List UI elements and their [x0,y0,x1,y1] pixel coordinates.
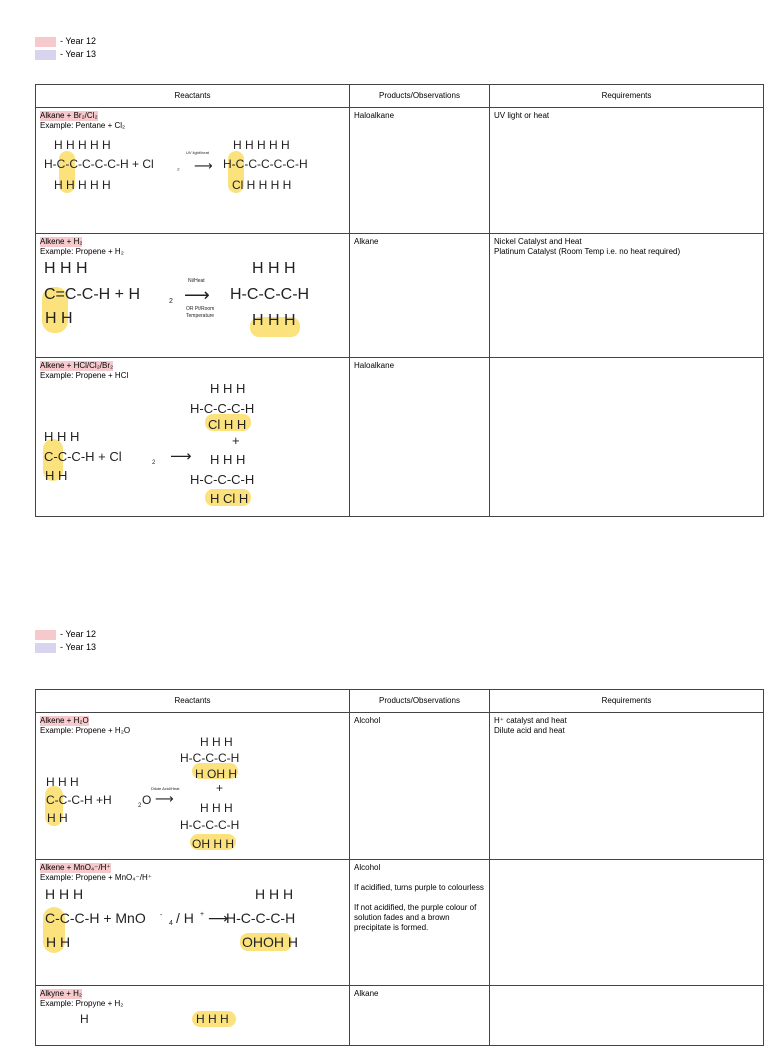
products-cell [350,713,490,860]
arrow-condition-bottom: OR Pt/Room [186,306,215,312]
requirements-cell [490,986,764,1046]
reactions-table-1 [35,84,764,517]
product-text: Alkane [354,237,379,246]
table-header-row [36,690,764,713]
reaction-structure-diagram [40,131,340,201]
reaction-title: Alkene + H₂O [40,716,89,725]
svg-text:Cl H H H H: Cl H H H H [232,178,292,192]
reaction-title: Alkene + MnO₄⁻/H⁺ [40,863,111,872]
product-text: Alcohol [354,716,381,725]
header-requirements: Requirements [490,85,764,108]
products-cell [350,234,490,358]
svg-text:H H: H H [46,934,71,950]
svg-text:H H H: H H H [200,735,233,749]
legend-swatch [35,643,56,653]
svg-text:H H H: H H H [44,260,88,277]
svg-text:4: 4 [169,920,173,927]
svg-text:2: 2 [169,298,173,305]
table-header-row [36,85,764,108]
arrow-condition: Dilute Acid/Heat [151,786,180,791]
legend-item-year12 [35,628,96,641]
products-cell [350,108,490,234]
reaction-structure-diagram [40,381,340,513]
legend-label: - Year 13 [60,49,97,59]
reaction-title: Alkene + H₂ [40,237,83,246]
reactants-cell [36,108,350,234]
svg-text:/ H: / H [176,910,194,926]
legend [35,35,96,61]
reactants-cell [36,713,350,860]
svg-text:C=C-C-H + H: C=C-C-H + H [44,286,141,303]
svg-text:H H H: H H H [252,312,296,329]
svg-text:+: + [216,781,224,795]
legend-label: - Year 12 [60,629,97,639]
observation-text: If acidified, turns purple to colourless [354,883,484,892]
requirements-cell [490,234,764,358]
legend-label: - Year 12 [60,36,97,46]
requirements-cell [490,860,764,986]
legend-swatch [35,37,56,47]
reaction-structure-diagram [40,736,340,856]
svg-text:2: 2 [138,803,142,809]
requirements-cell [490,713,764,860]
svg-text:H H: H H [47,811,68,825]
svg-text:H H H: H H H [210,381,246,396]
arrow-condition-top: Ni/Heat [188,278,205,284]
svg-text:H-C-C-C-H: H-C-C-C-H [230,286,310,303]
svg-text:H H H: H H H [45,886,84,902]
svg-text:H Cl H: H Cl H [210,491,249,506]
table-row [36,358,764,517]
requirement-text: Platinum Catalyst (Room Temp i.e. no heat required) [494,247,681,256]
table-row [36,986,764,1046]
reaction-example: Example: Propene + H₂O [40,726,131,735]
reactants-cell [36,358,350,517]
svg-text:C-C-C-H +H: C-C-C-H +H [46,793,112,807]
product-text: Haloalkane [354,111,395,120]
reaction-example: Example: Propene + MnO₄⁻/H⁺ [40,873,152,882]
requirements-cell [490,108,764,234]
reactants-cell [36,234,350,358]
svg-text:C-C-C-H + Cl: C-C-C-H + Cl [44,449,122,464]
svg-text:Cl H H: Cl H H [208,417,247,432]
requirements-cell [490,358,764,517]
svg-text:⟶: ⟶ [155,791,174,806]
svg-text:H H H: H H H [210,452,246,467]
header-products: Products/Observations [350,690,490,713]
reaction-structure-diagram [40,883,340,965]
svg-text:H H H H H: H H H H H [54,138,111,152]
product-text: Haloalkane [354,361,395,370]
table-row [36,860,764,986]
svg-text:H-C-C-C-H: H-C-C-C-H [190,401,255,416]
legend-swatch [35,50,56,60]
header-reactants: Reactants [36,690,350,713]
product-text: Alkane [354,989,379,998]
requirement-text: UV light or heat [494,111,550,120]
products-cell [350,986,490,1046]
legend-item-year13 [35,48,96,61]
svg-text:H H H: H H H [200,801,233,815]
reaction-example: Example: Propene + HCl [40,371,129,380]
header-products: Products/Observations [350,85,490,108]
product-text: Alcohol [354,863,381,872]
svg-text:+: + [200,911,205,918]
products-cell [350,358,490,517]
reactants-cell [36,860,350,986]
reaction-title: Alkane + Br₂/Cl₂ [40,111,98,120]
table-row [36,234,764,358]
legend-label: - Year 13 [60,642,97,652]
svg-text:H OH H: H OH H [195,767,237,781]
svg-text:H H: H H [45,468,68,483]
svg-text:H-C-C-C-C-C-H + Cl: H-C-C-C-C-C-H + Cl [44,157,154,171]
legend-item-year13 [35,641,96,654]
svg-text:H-C-C-C-H: H-C-C-C-H [190,472,255,487]
observation-text: If not acidified, the purple colour of solution fades and a brown precipitate is formed. [354,903,477,932]
reaction-example: Example: Propyne + H₂ [40,999,124,1008]
svg-text:H H H: H H H [255,886,294,902]
svg-text:OH H H: OH H H [192,837,234,851]
reactants-cell [36,986,350,1046]
svg-text:OHOH H: OHOH H [242,934,298,950]
svg-text:H-C-C-C-H: H-C-C-C-H [180,818,240,832]
svg-text:H: H [80,1012,89,1026]
table-row [36,713,764,860]
svg-text:⟶: ⟶ [194,158,213,173]
svg-text:O: O [142,793,152,807]
svg-text:+: + [232,433,240,448]
reaction-example: Example: Pentane + Cl₂ [40,121,126,130]
requirement-text: H⁺ catalyst and heat [494,716,567,725]
requirement-text: Dilute acid and heat [494,726,565,735]
header-requirements: Requirements [490,690,764,713]
svg-text:H H H: H H H [252,260,296,277]
arrow-condition: UV light/heat [186,150,209,155]
table-row [36,108,764,234]
svg-text:H-C-C-C-H: H-C-C-C-H [226,910,296,926]
svg-text:H-C-C-C-H: H-C-C-C-H [180,751,240,765]
svg-text:₂: ₂ [177,165,180,172]
reaction-title: Alkene + HCl/Cl₂/Br₂ [40,361,114,370]
products-cell [350,860,490,986]
legend-swatch [35,630,56,640]
svg-text:H H H H H: H H H H H [54,178,111,192]
reaction-structure-diagram [40,1009,340,1029]
svg-text:⟶: ⟶ [208,910,229,926]
arrow-condition-bottom: Temperature [186,313,215,319]
svg-text:C-C-C-H + MnO: C-C-C-H + MnO [45,910,146,926]
reaction-structure-diagram [40,257,340,337]
svg-text:2: 2 [152,460,156,466]
requirement-text: Nickel Catalyst and Heat [494,237,582,246]
svg-text:⟶: ⟶ [184,285,210,305]
reactions-table-2 [35,689,764,1046]
svg-text:H H H H H: H H H H H [233,138,290,152]
reaction-example: Example: Propene + H₂ [40,247,124,256]
svg-text:-: - [160,912,163,919]
svg-text:H-C-C-C-C-C-H: H-C-C-C-C-C-H [223,157,308,171]
svg-text:H H H: H H H [46,775,79,789]
legend [35,628,96,654]
svg-text:⟶: ⟶ [170,448,192,465]
svg-text:H H H: H H H [44,429,80,444]
reaction-title: Alkyne + H₂ [40,989,83,998]
svg-text:H H H: H H H [196,1012,229,1026]
header-reactants: Reactants [36,85,350,108]
legend-item-year12 [35,35,96,48]
svg-text:H H: H H [45,310,73,327]
